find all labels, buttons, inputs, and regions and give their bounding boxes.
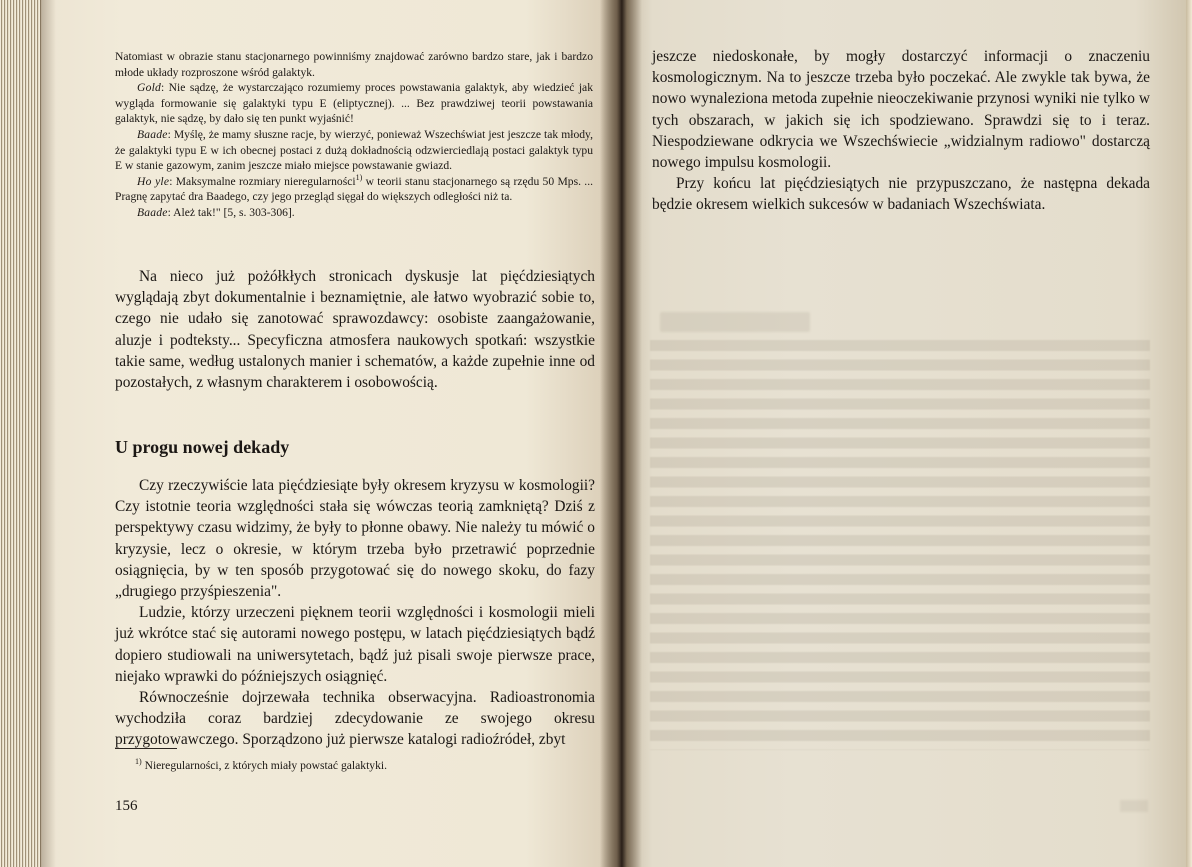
- speaker-name: Baade: [137, 205, 168, 219]
- show-through-text: [650, 340, 1150, 750]
- footnote-reference: 1): [355, 172, 363, 182]
- body-paragraph-group: [115, 475, 595, 751]
- body-paragraph: Równocześnie dojrzewała technika obserwacyjna. Radioastronomia wychodziła coraz bardziej zdecydowanie ze swojego okresu przygotowawczego. Sporządzono już pierwsze katalogi radioźródeł, zbyt: [115, 689, 595, 749]
- body-paragraph-group: [652, 46, 1150, 216]
- show-through-page-number: [1120, 800, 1148, 812]
- footnote-mark: 1): [135, 757, 142, 767]
- quote-text: : Maksymalne rozmiary nieregularności: [169, 174, 356, 188]
- quote-paragraph: [115, 174, 593, 205]
- body-paragraph-group: [115, 266, 595, 393]
- body-paragraph: Czy rzeczywiście lata pięćdziesiąte były okresem kryzysu w kosmologii? Czy istotnie teoria względności stała się wówczas teorią zamkniętą? Dziś z perspektywy czasu widzimy, że były to płonne obawy. Nie należy tu mówić o kryzysie, lecz o okresie, w którym trzeba było przetrawić poprzednie osiągnięcia, by w ten sposób przygotować się do nowego skoku, do fazy „drugiego przyśpieszenia".: [115, 477, 595, 601]
- quote-paragraph: [115, 205, 593, 221]
- right-page: [624, 0, 1192, 867]
- quote-paragraph: [115, 49, 593, 80]
- body-paragraph: Ludzie, którzy urzeczeni pięknem teorii względności i kosmologii mieli już wkrótce stać się autorami nowego postępu, w latach pięćdziesiątych bądź dopiero studiowali na uniwersytetach, bądź już pisali swoje pierwsze prace, niejako wprawki do późniejszych osiągnięć.: [115, 604, 595, 685]
- quoted-discussion: [115, 49, 593, 221]
- section-heading: U progu nowej dekady: [115, 437, 290, 457]
- footnote-rule: [115, 748, 177, 749]
- body-paragraph: jeszcze niedoskonałe, by mogły dostarczyć informacji o znaczeniu kosmologicznym. Na to jeszcze trzeba było poczekać. Ale zwykle tak bywa, że nowo wynaleziona metoda zupełnie nieoczekiwanie przynosi wyniki nie tylko w tych obszarach, w jakich się ich spodziewano. Sprawdzi się to i teraz. Niespodziewane odkrycia we Wszechświecie „widzialnym radiowo" dostarczą nowego impulsu kosmologii.: [652, 48, 1150, 172]
- speaker-name: Baade: [137, 127, 168, 141]
- quote-text: : Myślę, że mamy słuszne racje, by wierzyć, ponieważ Wszechświat jest jeszcze tak młody, że galaktyki typu E w ich obecnej postaci z dużą dokładnością odzwierciedlają postaci galaktyk typu E w stanie gazowym, zanim jeszcze miało miejsce powstawanie gwiazd.: [115, 127, 593, 173]
- body-paragraph: Przy końcu lat pięćdziesiątych nie przypuszczano, że następna dekada będzie okresem wielkich sukcesów w badaniach Wszechświata.: [652, 175, 1150, 214]
- speaker-name: Ho yle: [137, 174, 170, 188]
- body-paragraph: Na nieco już pożółkłych stronicach dyskusje lat pięćdziesiątych wyglądają zbyt dokumentalnie i beznamiętnie, ale łatwo wyobrazić sobie to, czego nie udało się zanotować sprawozdawcy: osobiste zaangażowanie, aluzje i podteksty... Specyficzna atmosfera naukowych spotkań: wszystkie takie same, według ustalonych manier i schematów, a każde zupełnie inne od pozostałych, z własnym charakterem i osobowością.: [115, 268, 595, 392]
- footnote-text: Nieregularności, z których miały powstać galaktyki.: [141, 759, 387, 772]
- quote-paragraph: [115, 127, 593, 174]
- footnote: [135, 759, 595, 772]
- quote-text: Natomiast w obrazie stanu stacjonarnego powinniśmy znajdować zarówno bardzo stare, jak i bardzo młode układy rozproszone wśród galaktyk.: [115, 50, 593, 79]
- quote-paragraph: [115, 80, 593, 127]
- page-edge: [1186, 0, 1192, 867]
- book-gutter: [600, 0, 642, 867]
- quote-text: w teorii stanu stacjonarnego są rzędu 50 Mps. ... Pragnę zapytać dra Baadego, czy jego przegląd sięgał do większych odległości niż ta.: [115, 174, 593, 204]
- page-stack-shadow: [40, 0, 56, 867]
- speaker-name: Gold: [137, 81, 161, 95]
- page-number: 156: [115, 798, 138, 814]
- quote-text: : Nie sądzę, że wystarczająco rozumiemy proces powstawania galaktyk, aby wiedzieć jak wygląda formowanie się galaktyki typu E (eliptycznej). ... Bez prawdziwej teorii powstawania galaktyk, nie sądzę, by dało się ten punkt wyjaśnić!: [115, 81, 593, 126]
- quote-text: : Ależ tak!" [5, s. 303-306].: [167, 205, 295, 219]
- page-stack-edges: [0, 0, 42, 867]
- show-through-heading: [660, 312, 810, 332]
